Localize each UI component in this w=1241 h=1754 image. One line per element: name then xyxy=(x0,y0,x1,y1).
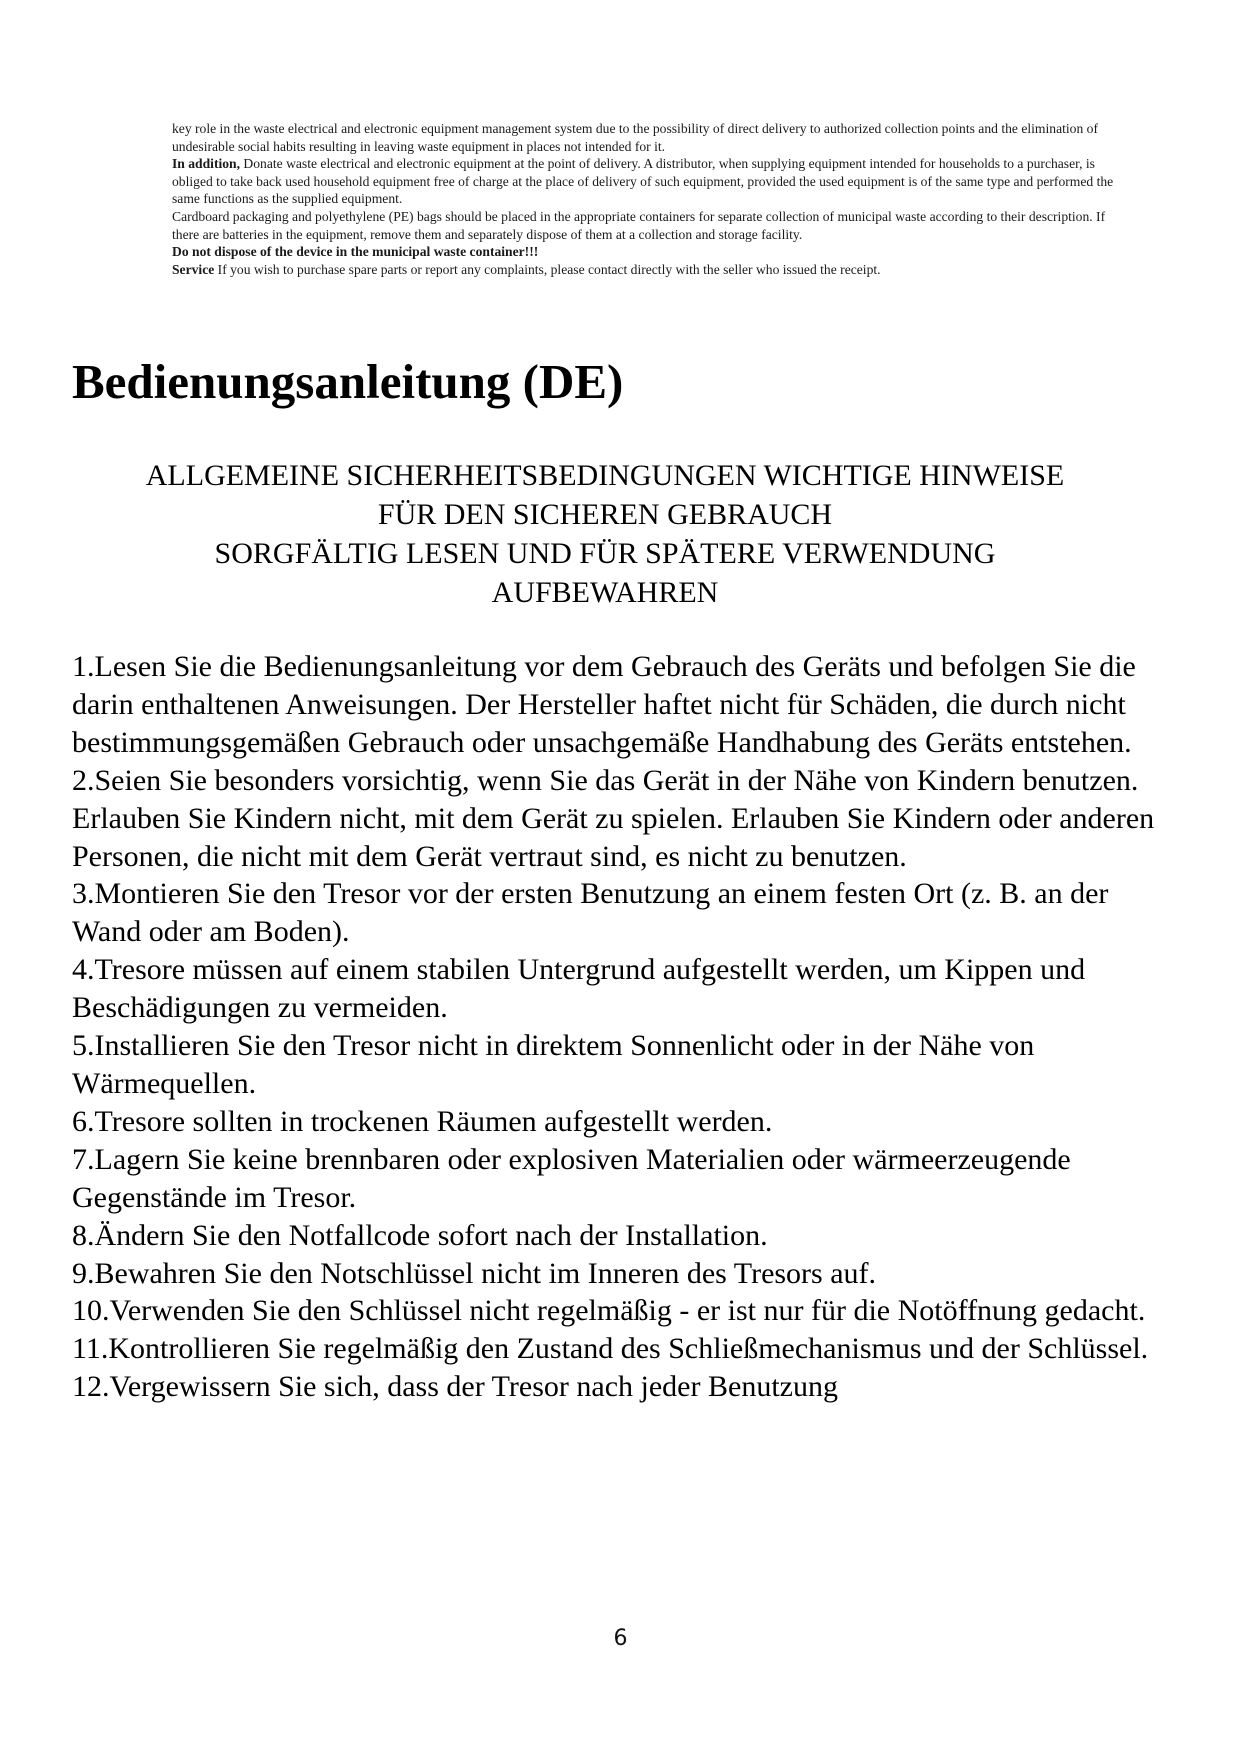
service-paragraph xyxy=(172,261,1122,279)
list-item: 5.Installieren Sie den Tresor nicht in direktem Sonnenlicht oder in der Nähe von Wärmequellen. xyxy=(72,1029,1035,1100)
list-item: 4.Tresore müssen auf einem stabilen Untergrund aufgestellt werden, um Kippen und Beschädigungen zu vermeiden. xyxy=(72,953,1086,1025)
list-item: 2.Seien Sie besonders vorsichtig, wenn Sie das Gerät in der Nähe von Kindern benutzen. Erlauben Sie Kindern nicht, mit dem Gerät zu spielen. Erlauben Sie Kindern oder anderen Personen, die nicht mit dem Gerät vertraut sind, es nicht zu benutzen. xyxy=(72,763,1155,873)
list-item: 9.Bewahren Sie den Notschlüssel nicht im Inneren des Tresors auf. xyxy=(72,1256,877,1290)
in-addition-label: In addition, xyxy=(172,156,241,172)
safety-heading-line: SORGFÄLTIG LESEN UND FÜR SPÄTERE VERWENDUNG xyxy=(214,537,996,570)
list-item: 10.Verwenden Sie den Schlüssel nicht regelmäßig - er ist nur für die Notöffnung gedacht. xyxy=(72,1294,1146,1328)
disposal-paragraph: key role in the waste electrical and electronic equipment management system due to the possibility of direct delivery to authorized collection points and the elimination of undesirable social habits resulting in leaving waste equipment in places not intended for it. xyxy=(172,121,1098,154)
page-number: 6 xyxy=(613,1626,628,1651)
service-label: Service xyxy=(172,261,215,277)
english-disposal-text xyxy=(172,120,1122,278)
list-item: 7.Lagern Sie keine brennbaren oder explosiven Materialien oder wärmeerzeugende Gegenstände im Tresor. xyxy=(72,1142,1071,1214)
in-addition-text: Donate waste electrical and electronic equipment at the point of delivery. A distributor, when supplying equipment intended for households to a purchaser, is obliged to take back used household equipment free of charge at the place of delivery of such equipment, provided the used equipment is of the same type and performed the same functions as the supplied equipment. xyxy=(172,156,1114,207)
list-item: 11.Kontrollieren Sie regelmäßig den Zustand des Schließmechanismus und der Schlüssel. xyxy=(72,1332,1149,1366)
service-text: If you wish to purchase spare parts or report any complaints, please contact directly with the seller who issued the receipt. xyxy=(214,261,881,277)
safety-instructions-list xyxy=(72,648,1162,1406)
safety-heading-line: FÜR DEN SICHEREN GEBRAUCH xyxy=(377,498,833,531)
packaging-paragraph: Cardboard packaging and polyethylene (PE) bags should be placed in the appropriate containers for separate collection of municipal waste according to their description. If there are batteries in the equipment, remove them and separately dispose of them at a collection and storage facility. xyxy=(172,208,1106,242)
list-item: 1.Lesen Sie die Bedienungsanleitung vor dem Gebrauch des Geräts und befolgen Sie die darin enthaltenen Anweisungen. Der Hersteller haftet nicht für Schäden, die durch nicht bestimmungsgemäßen Gebrauch oder unsachgemäße Handhabung des Geräts entstehen. xyxy=(72,650,1136,759)
list-item: 6.Tresore sollten in trockenen Räumen aufgestellt werden. xyxy=(72,1104,773,1138)
safety-heading xyxy=(72,456,1138,612)
safety-heading-line: AUFBEWAHREN xyxy=(491,576,719,609)
list-item: 8.Ändern Sie den Notfallcode sofort nach der Installation. xyxy=(72,1218,768,1252)
warning-line xyxy=(172,243,1122,261)
list-item: 12.Vergewissern Sie sich, dass der Tresor nach jeder Benutzung xyxy=(72,1370,838,1404)
warning-text: Do not dispose of the device in the municipal waste container!!! xyxy=(172,244,539,260)
section-title: Bedienungsanleitung (DE) xyxy=(72,354,624,409)
safety-heading-line: ALLGEMEINE SICHERHEITSBEDINGUNGEN WICHTIGE HINWEISE xyxy=(145,459,1065,492)
in-addition-paragraph xyxy=(172,155,1122,208)
list-item: 3.Montieren Sie den Tresor vor der ersten Benutzung an einem festen Ort (z. B. an der Wand oder am Boden). xyxy=(72,877,1109,949)
